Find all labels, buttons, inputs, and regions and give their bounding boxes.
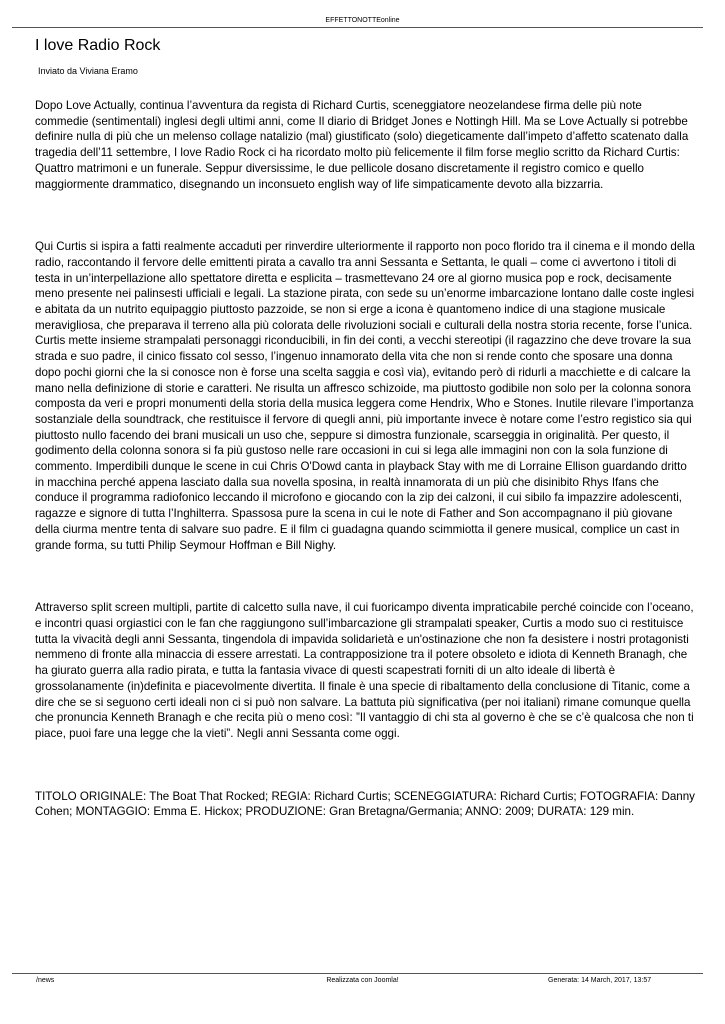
footer-divider	[12, 973, 703, 974]
article-title: I love Radio Rock	[35, 37, 161, 54]
article-paragraph-2: Qui Curtis si ispira a fatti realmente accaduti per rinverdire ulteriormente il rapporto non poco florido tra il cinema e il mondo della radio, raccontando il fervore delle emittenti pirata a cavallo tra anni Sessanta e Settanta, le quali – come ci avvertono i titoli di testa in un’interpellazione allo spettatore diretta e esplicita – trasmettevano 24 ore al giorno musica pop e rock, decisamente meno presente nei palinsesti ufficiali e legali. La stazione pirata, con sede su un’enorme imbarcazione lontano dalle coste inglesi e abitata da un nutrito equipaggio piuttosto pazzoide, se non si erge a icona è quantomeno indice di una stagione musicale meravigliosa, che preparava il terreno alla più colorata delle rivoluzioni sociali e culturali della nostra storia recente, forse l’unica. Curtis mette insieme strampalati personaggi riconducibili, in fin dei conti, a vecchi stereotipi (il ragazzino che deve trovare la sua strada e suo padre, il cinico fissato col sesso, l’ingenuo innamorato della vita che non si rende conto che sposare una donna dopo pochi giorni che la si conosce non è forse una scelta saggia e così via), evitando però di ridurli a macchiette e di calcare la mano nella definizione di storie e caratteri. Ne risulta un affresco schizoide, ma piuttosto godibile non solo per la colonna sonora composta da veri e propri monumenti della storia della musica leggera come Hendrix, Who e Stones. Inutile rilevare l’importanza sostanziale della soundtrack, che restituisce il fervore di quegli anni, più importante invece è notare come l’estro registico sia qui piuttosto nullo facendo dei brani musicali un uso che, seppure si dimostra funzionale, scarseggia in originalità. Per questo, il godimento della colonna sonora si fa più gustoso nelle rare occasioni in cui si lega alle immagini non con la sola funzione di commento. Imperdibili dunque le scene in cui Chris O'Dowd canta in playback Stay with me di Lorraine Ellison guardando dritto in macchina perché appena lasciato dalla sua novella sposina, in realtà innamorata di un più che disinibito Rhys Ifans che conduce il programma radiofonico leccando il microfono e giocando con la zip dei calzoni, il cui sibilo fa impazzire adolescenti, ragazze e signore di tutta l’Inghilterra. Spassosa pure la scena in cui le note di Father and Son accompagnano il più giovane della ciurma mentre tenta di salvare suo padre. E il film ci guadagna quando scimmiotta il genere musical, complice un cast in grande forma, su tutti Philip Seymour Hoffman e Bill Nighy.	[35, 240, 695, 552]
footer-generated: Generata: 14 March, 2017, 13:57	[548, 977, 652, 984]
article-paragraph-1: Dopo Love Actually, continua l’avventura da regista di Richard Curtis, sceneggiatore neozelandese firma delle più note commedie (sentimentali) inglesi degli ultimi anni, come Il diario di Bridget Jones e Nottingh Hill. Ma se Love Actually si potrebbe definire nulla di più che un melenso collage natalizio (mal) giustificato (solo) diegeticamente dall’impeto d’affetto scatenato dalla tragedia dell’11 settembre, I love Radio Rock ci ha ricordato molto più felicemente il film forse meglio scritto da Richard Curtis: Quattro matrimoni e un funerale. Seppur diversissime, le due pellicole dosano discretamente il registro comico e quello maggiormente drammatico, disegnando un inconsueto english way of life simpaticamente devoto alla bizzarria.	[35, 99, 689, 191]
article-author: Inviato da Viviana Eramo	[38, 66, 138, 76]
footer-path: /news	[36, 977, 55, 984]
footer-credit: Realizzata con Joomla!	[326, 977, 399, 984]
article-paragraph-3: Attraverso split screen multipli, partite di calcetto sulla nave, il cui fuoricampo diventa impraticabile perché coincide con l’oceano, e incontri quasi orgiastici con le fan che raggiungono sull’imbarcazione gli strampalati speaker, Curtis a modo suo ci restituisce tutta la vivacità degli anni Sessanta, tingendola di impavida solidarietà e un'ostinazione che non fa desistere i nostri protagonisti nemmeno di fronte alla minaccia di essere arrestati. La contrapposizione tra il potere obsoleto e idiota di Kenneth Branagh, che ha giurato guerra alla radio pirata, e tutta la fantasia vivace di questi scapestrati forniti di un alto ideale di libertà è grossolanamente (in)definita e piacevolmente divertita. Il finale è una specie di ribaltamento della conclusione di Titanic, come a dire che se si seguono certi ideali non ci si può non salvare. La battuta più significativa (per noi italiani) rimane comunque quella che pronuncia Kenneth Branagh e che recita più o meno così: ”Il vantaggio di chi sta al governo è che se c’è qualcosa che non ti piace, puoi fare una legge che la vieti”. Negli anni Sessanta come oggi.	[35, 601, 694, 740]
article-body	[35, 98, 695, 867]
site-name: EFFETTONOTTEonline	[325, 17, 400, 24]
header-divider	[12, 27, 703, 28]
film-credits: TITOLO ORIGINALE: The Boat That Rocked; REGIA: Richard Curtis; SCENEGGIATURA: Richard Curtis; FOTOGRAFIA: Danny Cohen; MONTAGGIO: Emma E. Hickox; PRODUZIONE: Gran Bretagna/Germania; ANNO: 2009; DURATA: 129 min.	[35, 789, 695, 819]
